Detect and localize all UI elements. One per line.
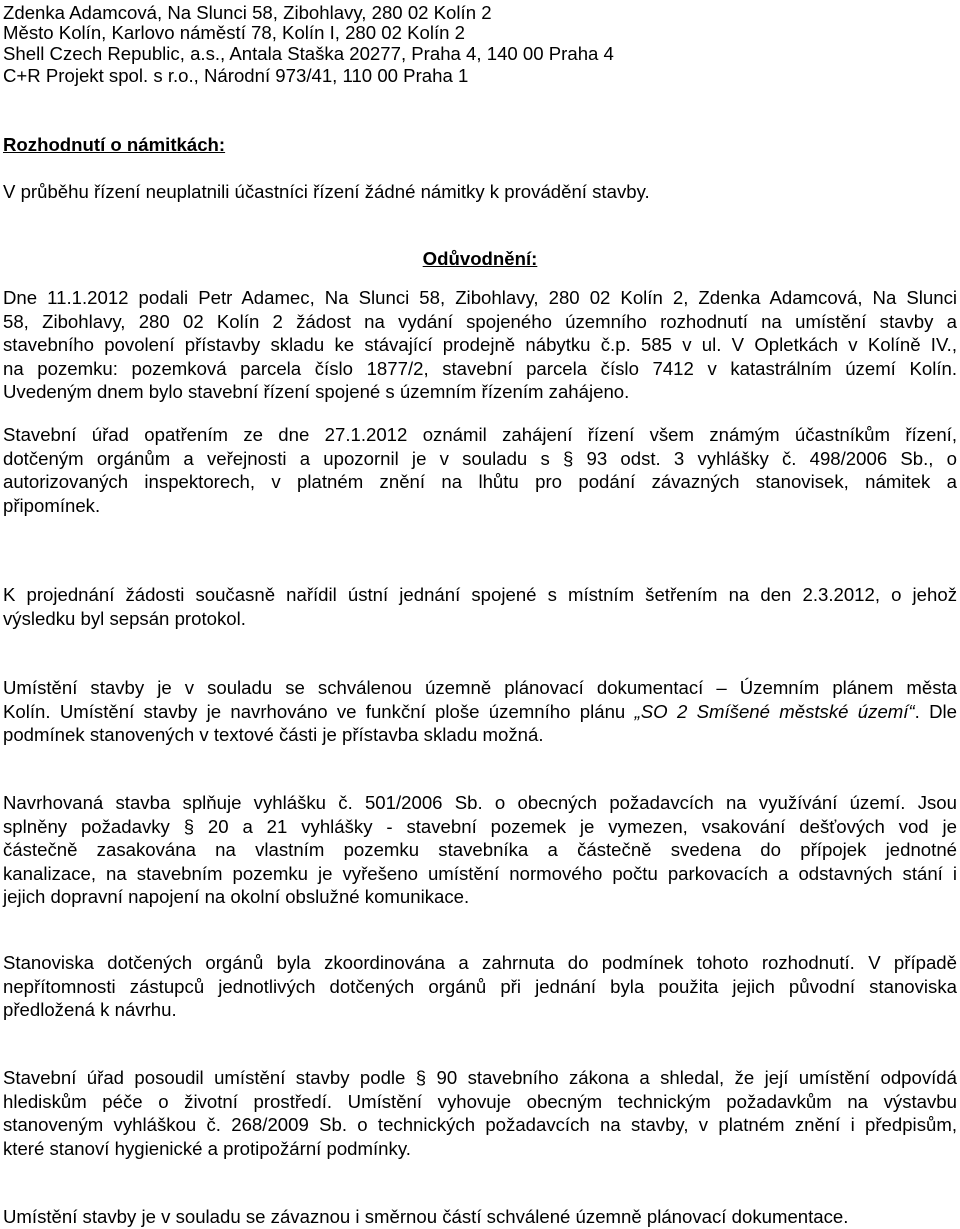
paragraph-line: Stanoviska dotčených orgánů byla zkoordinována a zahrnuta do podmínek tohoto rozhodnutí. V případě [3, 952, 957, 973]
paragraph-line: Umístění stavby je v souladu se schválenou územně plánovací dokumentací – Územním plánem města [3, 677, 957, 698]
paragraph-notification [3, 423, 957, 517]
paragraph-line: kanalizace, na stavebním pozemku je vyřešeno umístění normového počtu parkovacích a odstavných stání i [3, 862, 957, 884]
zoning-line-text: Kolín. Umístění stavby je navrhováno ve funkční ploše územního plánu „SO 2 Smíšené městské území“. Dle [3, 700, 958, 722]
zoning-area-name: „SO 2 Smíšené městské území“ [634, 700, 915, 722]
paragraph-line: dotčeným orgánům a veřejnosti a upozornil je v souladu s § 93 odst. 3 vyhlášky č. 498/2006 Sb., o [3, 447, 957, 469]
justification-heading: Odůvodnění: [422, 248, 538, 269]
paragraph-line: na pozemku: pozemková parcela číslo 1877/2, stavební parcela číslo 7412 v katastrálním území Kolín. [3, 357, 957, 379]
objections-heading: Rozhodnutí o námitkách: [3, 134, 226, 155]
paragraph-line: podmínek stanovených v textové části je přístavba skladu možná. [3, 724, 544, 745]
paragraph-line [3, 700, 957, 724]
paragraph-line: stanoveným vyhláškou č. 268/2009 Sb. o technických požadavcích na stavby, v platném znění i předpisům, [3, 1114, 957, 1135]
paragraph-line: Uvedeným dnem bylo stavební řízení spojené s územním řízením zahájeno. [3, 381, 630, 402]
paragraph-statements [3, 951, 957, 1022]
address-line: Shell Czech Republic, a.s., Antala Staška 20277, Praha 4, 140 00 Praha 4 [3, 43, 614, 64]
paragraph-line: výsledku byl sepsán protokol. [3, 607, 246, 629]
paragraph-assessment [3, 1066, 957, 1160]
paragraph-line: částečně zasakována na vlastním pozemku stavebníka a částečně svedena do přípojek jednotné [3, 839, 957, 860]
paragraph-line: Stavební úřad posoudil umístění stavby podle § 90 stavebního zákona a shledal, že její umístění odpovídá [3, 1067, 957, 1088]
paragraph-line: jejich dopravní napojení na okolní obslužné komunikace. [3, 886, 470, 907]
paragraph-filing [3, 286, 957, 404]
paragraph-line: nepřítomnosti zástupců jednotlivých dotčených orgánů při jednání byla použita jejich původní stanoviska [3, 975, 957, 997]
paragraph-requirements [3, 791, 957, 909]
address-line: Město Kolín, Karlovo náměstí 78, Kolín I, 280 02 Kolín 2 [3, 22, 466, 43]
paragraph-line: K projednání žádosti současně nařídil ústní jednání spojené s místním šetřením na den 2.3.2012, o jehož [3, 584, 957, 605]
paragraph-zoning [3, 676, 957, 747]
paragraph-line: 58, Zibohlavy, 280 02 Kolín 2 žádost na vydání spojeného územního rozhodnutí na umístění stavby a [3, 310, 957, 332]
paragraph-line: Dne 11.1.2012 podali Petr Adamec, Na Slunci 58, Zibohlavy, 280 02 Kolín 2, Zdenka Adamcová, Na Slunci [3, 287, 957, 308]
objections-text: V průběhu řízení neuplatnili účastníci řízení žádné námitky k provádění stavby. [3, 181, 650, 202]
address-line: C+R Projekt spol. s r.o., Národní 973/41, 110 00 Praha 1 [3, 65, 469, 86]
paragraph-line: připomínek. [3, 494, 101, 516]
paragraph-line: Navrhovaná stavba splňuje vyhlášku č. 501/2006 Sb. o obecných požadavcích na využívání území. Jsou [3, 792, 957, 813]
paragraph-line: které stanoví hygienické a protipožární podmínky. [3, 1137, 411, 1159]
paragraph-compliance [3, 1205, 957, 1229]
paragraph-line: hlediskům péče o životní prostředí. Umístění vyhovuje obecným technickým požadavkům na výstavbu [3, 1090, 957, 1112]
paragraph-line: předložená k návrhu. [3, 999, 177, 1020]
paragraph-line: stavebního povolení přístavby skladu ke stávající prodejně nábytku č.p. 585 v ul. V Opletkách v Kolíně IV., [3, 334, 957, 355]
address-line: Zdenka Adamcová, Na Slunci 58, Zibohlavy, 280 02 Kolín 2 [3, 2, 492, 23]
paragraph-line: Stavební úřad opatřením ze dne 27.1.2012 oznámil zahájení řízení všem známým účastníkům řízení, [3, 424, 957, 445]
paragraph-hearing [3, 583, 957, 630]
paragraph-line: autorizovaných inspektorech, v platném znění na lhůtu pro podání závazných stanovisek, námitek a [3, 471, 957, 492]
paragraph-line: Umístění stavby je v souladu se závaznou i směrnou částí schválené územně plánovací dokumentace. [3, 1206, 849, 1227]
paragraph-line: splněny požadavky § 20 a 21 vyhlášky - stavební pozemek je vymezen, vsakování dešťových vod je [3, 815, 957, 837]
